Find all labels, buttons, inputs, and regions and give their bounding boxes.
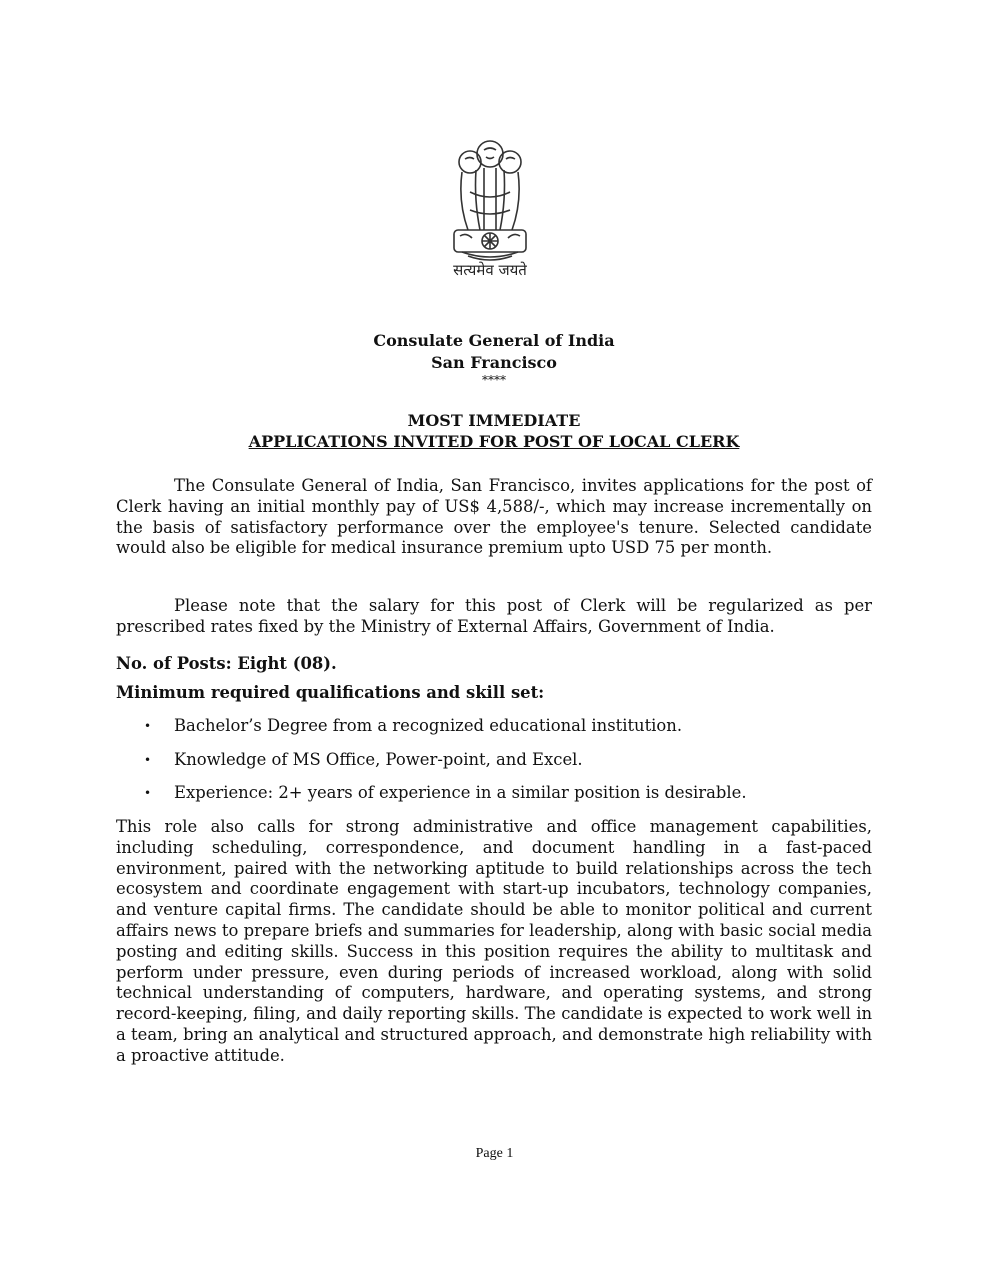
bullet-icon: • [144,719,152,733]
org-heading [116,330,872,374]
list-item: • Bachelor’s Degree from a recognized educational institution. [144,716,683,735]
emblem-motto: सत्यमेव जयते [453,261,527,279]
paragraph-pay: The Consulate General of India, San Francisco, invites applications for the post of Clerk having an initial monthly pay of US$ 4,588/-, which may increase incrementally on the basis of satisfactory performance over the employee's tenure. Selected candidate would also be eligible for medical insurance premium upto USD 75 per month. [116,476,872,558]
qualifications-heading: Minimum required qualifications and skill set: [116,683,545,702]
list-item: • Knowledge of MS Office, Power-point, and Excel. [144,749,583,769]
list-item: • Experience: 2+ years of experience in a similar position is desirable. [144,783,747,802]
notice-title: APPLICATIONS INVITED FOR POST OF LOCAL CLERK [248,432,740,451]
page-number: Page 1 [475,1146,514,1161]
bullet-icon: • [144,752,152,767]
separator-stars: **** [482,373,506,387]
org-name: Consulate General of India [373,331,615,350]
paragraph-salary-note: Please note that the salary for this post of Clerk will be regularized as per prescribed rates fixed by the Ministry of External Affairs, Government of India. [116,596,872,636]
paragraph-role-description: This role also calls for strong administrative and office management capabilities, including scheduling, correspondence, and document handling in a fast-paced environment, paired with the networking aptitude to build relationships across the tech ecosystem and coordinate engagement with start-up incubators, technology companies, and venture capital firms. The candidate should be able to monitor political and current affairs news to prepare briefs and summaries for leadership, along with basic social media posting and editing skills. Success in this position requires the ability to multitask and perform under pressure, even during periods of increased workload, along with solid technical understanding of computers, hardware, and operating systems, and strong record-keeping, filing, and daily reporting skills. The candidate is expected to work well in a team, bring an analytical and structured approach, and demonstrate high reliability with a proactive attitude. [116,817,872,1065]
org-city: San Francisco [431,353,557,372]
bullet-icon: • [144,786,152,800]
national-emblem [440,132,540,287]
priority-label: MOST IMMEDIATE [407,411,581,430]
qualifications-list [116,716,872,817]
notice-heading [116,410,872,452]
number-of-posts: No. of Posts: Eight (08). [116,654,337,673]
